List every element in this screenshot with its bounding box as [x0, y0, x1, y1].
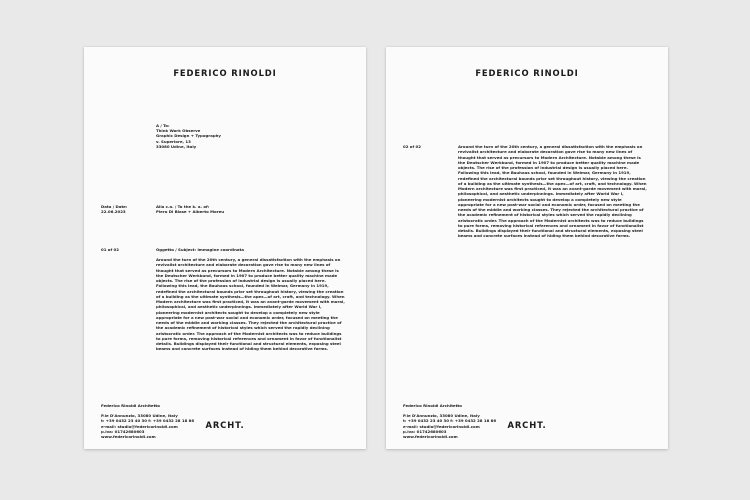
letterhead-title: FEDERICO RINOLDI — [475, 68, 579, 78]
recipient-line: v. Superiore, 13 — [156, 138, 191, 144]
footer-website: www.federicorinoldi.com — [403, 434, 458, 440]
date-value: 22.06.2023 — [101, 209, 126, 215]
footer-mark: ARCHT. — [205, 420, 245, 430]
attention-label: Alla c.a. / To the k. a. of: — [156, 204, 210, 209]
footer-address: P.le D'Annunzio, 33080 Udine, Italy — [101, 413, 178, 419]
letterhead-sheet-2 — [386, 47, 668, 449]
footer-website: www.federicorinoldi.com — [101, 434, 156, 440]
footer-firm-name: Federico Rinoldi Architetto — [101, 403, 160, 408]
page-number: 01 of 02 — [101, 247, 119, 252]
attention-block — [156, 204, 346, 214]
footer-phone: t: +39 0432 23 40 30 f: +39 0432 28 18 86 — [101, 418, 195, 424]
recipient-address — [156, 123, 346, 149]
footer-email: e-mail: studio@federicorinoldi.com — [101, 423, 178, 429]
subject-line: Oggetto / Subject: immagine coordinata — [156, 247, 244, 252]
footer-email: e-mail: studio@federicorinoldi.com — [403, 423, 480, 429]
attention-names: Piero Di Biase + Alberto Moreu — [156, 209, 224, 215]
footer-vat: p.iva: 01742680603 — [101, 428, 145, 434]
recipient-line: 33080 Udine, Italy — [156, 143, 197, 149]
footer-address: P.le D'Annunzio, 33080 Udine, Italy — [403, 413, 480, 419]
recipient-line: Think Work Observe — [156, 128, 201, 134]
footer-phone: t: +39 0432 23 40 30 f: +39 0432 28 18 86 — [403, 418, 497, 424]
letterhead-title: FEDERICO RINOLDI — [173, 68, 277, 78]
date-label: Data / Date: — [101, 204, 128, 209]
letterhead-sheet-1 — [84, 47, 366, 449]
letter-body: Around the turn of the 20th century, a general dissatisfaction with the emphasis on revivalist architecture and elaborate decoration gave rise to many new lines of thought that served as precursors to Modern Architecture. Notable among these is the Deutscher Werkbund, formed in 1907 to produce better quality machine made objects. The rise of the profession of industrial design is usually placed here. Following this lead, the Bauhaus school, founded in Weimar, Germany in 1919, redefined the architectural bounds prior set throughout history, viewing the creation of a building as the ultimate synthesis—the apex—of art, craft, and technology. When Modern architecture was first practiced, it was an avant-garde movement with moral, philosophical, and aesthetic underpinnings. Immediately after World War I, pioneering modernist architects sought to develop a completely new style appropriate for a new post-war social and economic order, focused on meeting the needs of the middle and working classes. They rejected the architectural practice of the academic refinement of historical styles which served the rapidly declining aristocratic order. The approach of the Modernist architects was to reduce buildings to pure forms, removing historical references and ornament in favor of functionalist details. Buildings displayed their functional and structural elements, exposing steel beams and concrete surfaces instead of hiding them behind decorative forms. — [156, 257, 345, 352]
footer-mark: ARCHT. — [507, 420, 547, 430]
footer-firm-name: Federico Rinoldi Architetto — [403, 403, 462, 408]
date-block — [101, 204, 149, 214]
letter-body: Around the turn of the 20th century, a general dissatisfaction with the emphasis on revivalist architecture and elaborate decoration gave rise to many new lines of thought that served as precursors to Modern Architecture. Notable among these is the Deutscher Werkbund, formed in 1907 to produce better quality machine made objects. The rise of the profession of industrial design is usually placed here. Following this lead, the Bauhaus school, founded in Weimar, Germany in 1919, redefined the architectural bounds prior set throughout history, viewing the creation of a building as the ultimate synthesis—the apex—of art, craft, and technology. When Modern architecture was first practiced, it was an avant-garde movement with moral, philosophical, and aesthetic underpinnings. Immediately after World War I, pioneering modernist architects sought to develop a completely new style appropriate for a new post-war social and economic order, focused on meeting the needs of the middle and working classes. They rejected the architectural practice of the academic refinement of historical styles which served the rapidly declining aristocratic order. The approach of the Modernist architects was to reduce buildings to pure forms, removing historical references and ornament in favor of functionalist details. Buildings displayed their functional and structural elements, exposing steel beams and concrete surfaces instead of hiding them behind decorative forms. — [458, 144, 647, 239]
recipient-line: A / To: — [156, 123, 170, 128]
footer-vat: p.iva: 01742680603 — [403, 428, 447, 434]
page-number: 02 of 02 — [403, 144, 421, 149]
recipient-line: Graphic Design + Typography — [156, 133, 221, 139]
